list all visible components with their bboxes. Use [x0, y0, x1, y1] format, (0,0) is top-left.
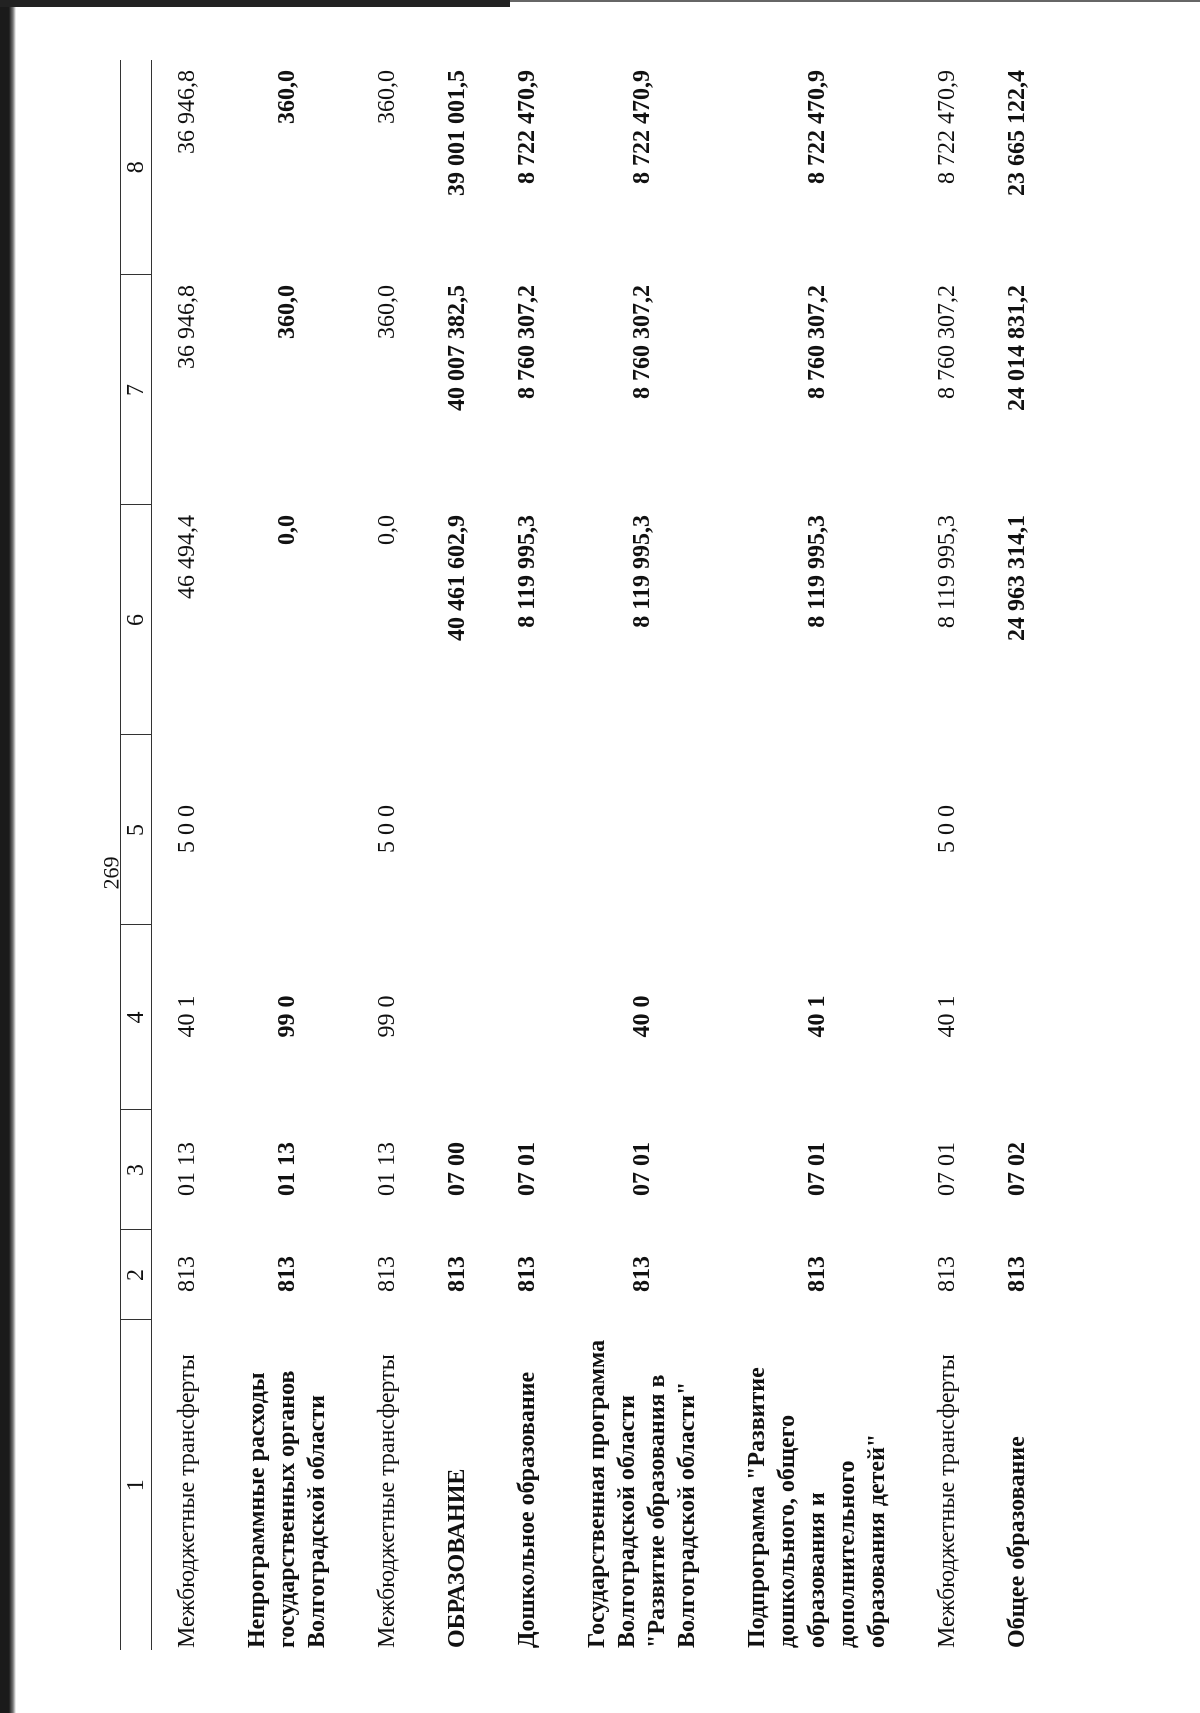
row-expense-type: [222, 735, 352, 925]
row-section-code: 01 13: [174, 1142, 200, 1196]
row-name: Межбюджетные трансферты: [934, 1354, 960, 1648]
row-name: Дошкольное образование: [514, 1371, 540, 1648]
scan-edge-top: [0, 0, 510, 7]
row-target-code: 40 0: [629, 995, 655, 1038]
row-section-code: 07 01: [514, 1142, 540, 1196]
row-expense-type: [982, 735, 1052, 925]
row-target-code: 40 1: [174, 995, 200, 1038]
row-amount-col-6: 0,0: [374, 515, 400, 545]
row-name: ОБРАЗОВАНИЕ: [444, 1468, 470, 1648]
row-section-code: 07 01: [804, 1142, 830, 1196]
row-amount-col-6: 8 119 995,3: [514, 515, 540, 628]
row-ved-code: 813: [274, 1256, 300, 1292]
header-col-4: 4: [121, 925, 152, 1110]
row-section-code: 07 01: [629, 1142, 655, 1196]
row-amount-col-8: 36 946,8: [174, 70, 200, 154]
row-section-code: 01 13: [374, 1142, 400, 1196]
header-col-5: 5: [121, 735, 152, 925]
row-expense-type: [562, 735, 722, 925]
row-ved-code: 813: [514, 1256, 540, 1292]
row-target-code: [422, 925, 492, 1110]
row-ved-code: 813: [1004, 1256, 1030, 1292]
row-expense-type: [722, 735, 912, 925]
table-row: [152, 60, 223, 1650]
row-section-code: 01 13: [274, 1142, 300, 1196]
header-col-1: 1: [121, 1320, 152, 1650]
row-amount-col-8: 39 001 001,5: [444, 70, 470, 196]
budget-table: [120, 60, 1052, 1650]
row-section-code: 07 00: [444, 1142, 470, 1196]
header-col-7: 7: [121, 275, 152, 505]
row-target-code: 40 1: [804, 995, 830, 1038]
row-target-code: 99 0: [374, 995, 400, 1038]
row-ved-code: 813: [804, 1256, 830, 1292]
table-body: [152, 60, 1053, 1650]
table-header-row: [121, 60, 152, 1650]
row-amount-col-7: 360,0: [374, 285, 400, 339]
row-amount-col-7: 36 946,8: [174, 285, 200, 369]
row-expense-type: [422, 735, 492, 925]
row-amount-col-8: 8 722 470,9: [934, 70, 960, 184]
table-row: [982, 60, 1052, 1650]
scan-edge-top-line: [510, 0, 1200, 2]
row-amount-col-7: 8 760 307,2: [934, 285, 960, 399]
row-target-code: 99 0: [274, 995, 300, 1038]
row-amount-col-6: 0,0: [274, 515, 300, 545]
table-row: [422, 60, 492, 1650]
scan-edge-left: [0, 0, 16, 1713]
row-amount-col-6: 8 119 995,3: [804, 515, 830, 628]
row-amount-col-6: 8 119 995,3: [629, 515, 655, 628]
row-ved-code: 813: [934, 1256, 960, 1292]
row-amount-col-7: 40 007 382,5: [444, 285, 470, 411]
row-amount-col-6: 8 119 995,3: [934, 515, 960, 629]
row-target-code: [982, 925, 1052, 1110]
table-row: [912, 60, 982, 1650]
row-amount-col-8: 8 722 470,9: [629, 70, 655, 184]
row-amount-col-7: 8 760 307,2: [629, 285, 655, 399]
row-expense-type: 5 0 0: [934, 805, 960, 853]
row-amount-col-7: 360,0: [274, 285, 300, 339]
row-name: Общее образование: [1004, 1436, 1030, 1648]
row-amount-col-8: 8 722 470,9: [804, 70, 830, 184]
row-expense-type: 5 0 0: [374, 805, 400, 853]
row-amount-col-6: 24 963 314,1: [1004, 515, 1030, 641]
header-col-2: 2: [121, 1230, 152, 1320]
row-section-code: 07 02: [1004, 1142, 1030, 1196]
row-name: Государственная программа Волгоградской области "Развитие образования в Волгоградской области": [584, 1339, 700, 1648]
table-row: [562, 60, 722, 1650]
row-amount-col-8: 23 665 122,4: [1004, 70, 1030, 196]
budget-table-rotated: [120, 60, 1120, 1650]
row-amount-col-8: 360,0: [374, 70, 400, 124]
row-amount-col-8: 360,0: [274, 70, 300, 124]
row-amount-col-7: 24 014 831,2: [1004, 285, 1030, 411]
table-row: [492, 60, 562, 1650]
row-ved-code: 813: [174, 1256, 200, 1292]
row-amount-col-6: 40 461 602,9: [444, 515, 470, 641]
row-ved-code: 813: [374, 1256, 400, 1292]
table-row: [222, 60, 352, 1650]
header-col-3: 3: [121, 1110, 152, 1230]
row-ved-code: 813: [444, 1256, 470, 1292]
row-name: Непрограммные расходы государственных органов Волгоградской области: [244, 1370, 330, 1648]
row-amount-col-8: 8 722 470,9: [514, 70, 540, 184]
row-target-code: [492, 925, 562, 1110]
table-header: [121, 60, 152, 1650]
row-ved-code: 813: [629, 1256, 655, 1292]
row-expense-type: [492, 735, 562, 925]
table-row: [352, 60, 422, 1650]
row-name: Межбюджетные трансферты: [174, 1354, 200, 1648]
header-col-8: 8: [121, 60, 152, 275]
row-target-code: 40 1: [934, 995, 960, 1038]
header-col-6: 6: [121, 505, 152, 735]
row-name: Подпрограмма "Развитие дошкольного, общего образования и дополнительного образования детей": [744, 1367, 890, 1648]
row-amount-col-6: 46 494,4: [174, 515, 200, 599]
row-amount-col-7: 8 760 307,2: [804, 285, 830, 399]
row-amount-col-7: 8 760 307,2: [514, 285, 540, 399]
row-name: Межбюджетные трансферты: [374, 1354, 400, 1648]
row-expense-type: 5 0 0: [174, 805, 200, 853]
row-section-code: 07 01: [934, 1142, 960, 1196]
table-row: [722, 60, 912, 1650]
page-number: 269: [98, 856, 124, 890]
